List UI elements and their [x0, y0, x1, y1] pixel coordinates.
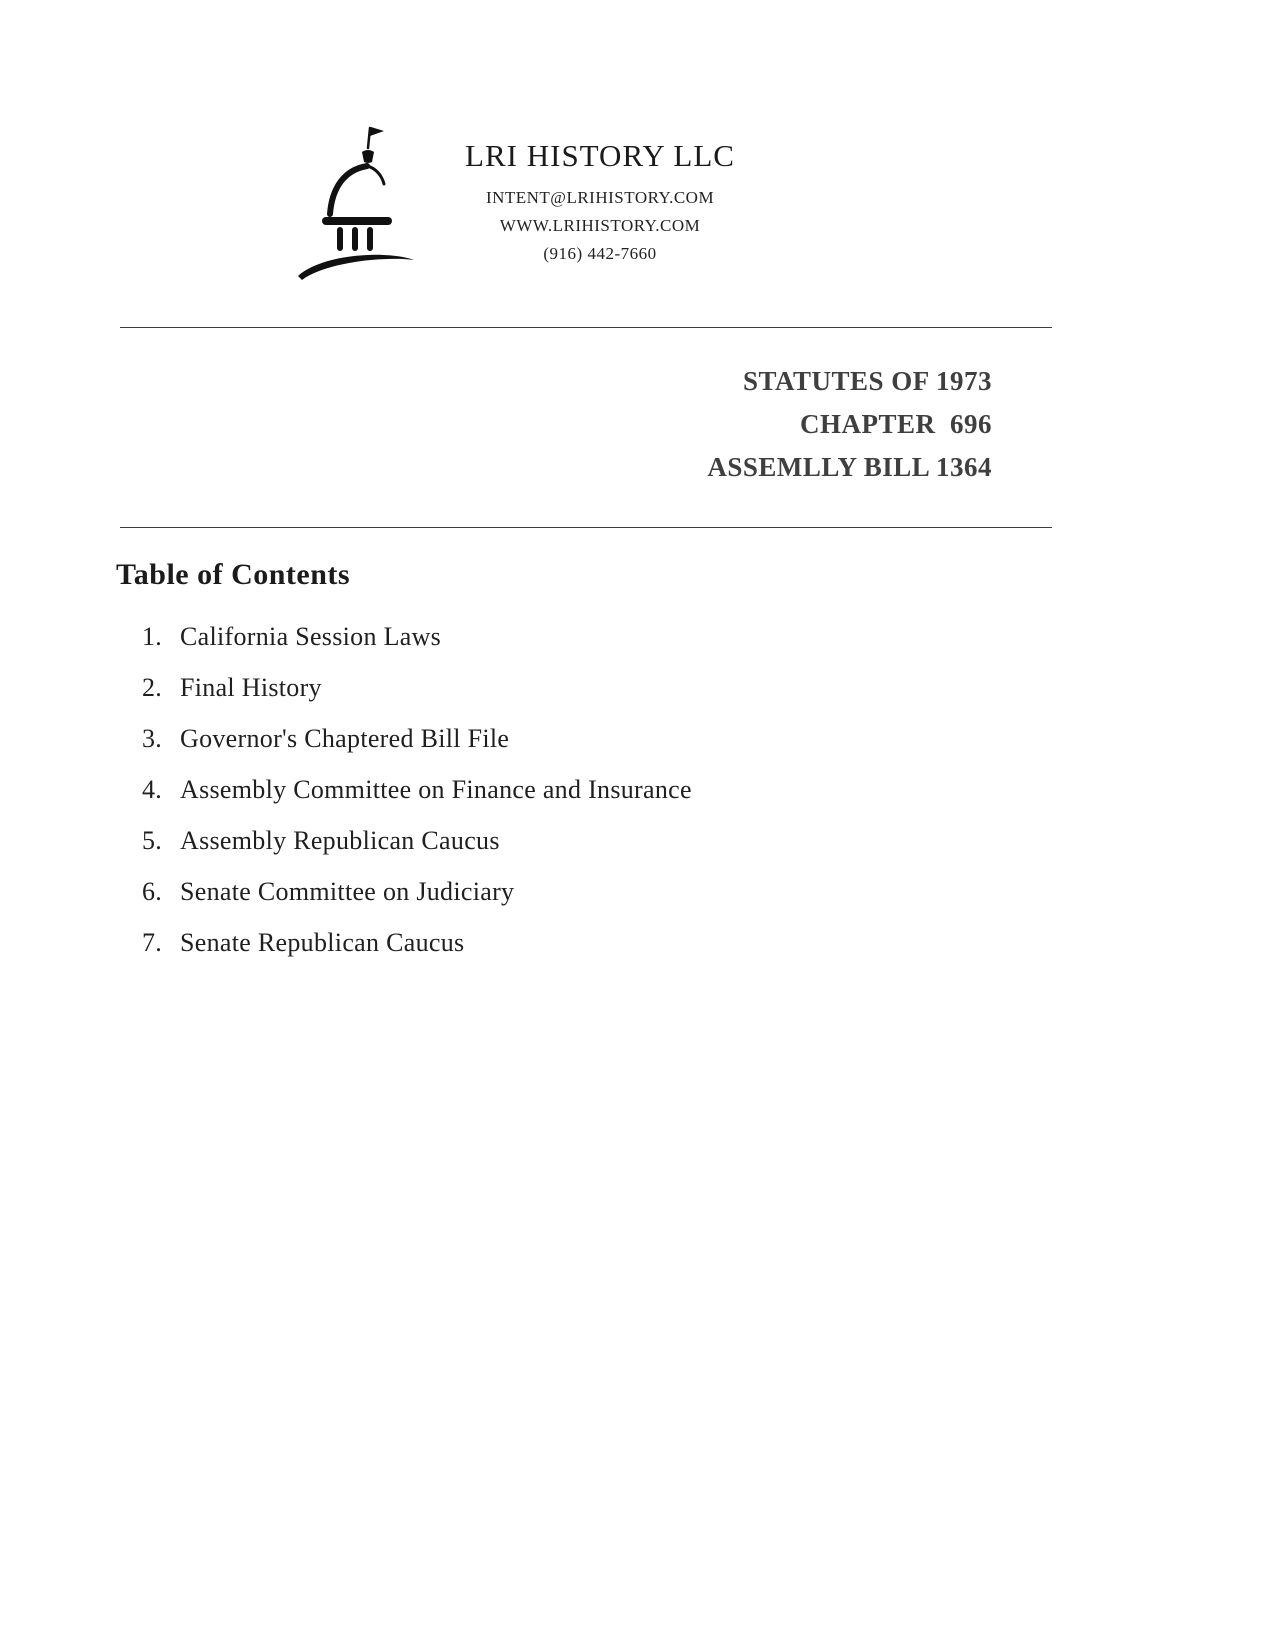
statutes-line-3: ASSEMLLY BILL 1364	[707, 452, 992, 482]
letterhead	[0, 118, 1276, 308]
company-email: INTENT@LRIHISTORY.COM	[485, 188, 715, 207]
toc-item-label: Governor's Chaptered Bill File	[180, 724, 510, 753]
toc-item	[142, 775, 1042, 805]
toc-heading: Table of Contents	[116, 558, 351, 591]
toc-item-number: 1.	[142, 622, 163, 651]
horizontal-rule-top	[120, 327, 1052, 328]
statutes-line-2: CHAPTER 696	[799, 409, 992, 439]
toc-item	[142, 724, 1042, 754]
toc-item-label: Senate Republican Caucus	[180, 928, 465, 957]
toc-item	[142, 877, 1042, 907]
company-name: LRI HISTORY LLC	[465, 138, 735, 173]
toc-item-label: Senate Committee on Judiciary	[180, 877, 515, 906]
toc-list	[142, 622, 1042, 979]
toc-item-number: 3.	[142, 724, 163, 753]
toc-item-label: California Session Laws	[180, 622, 442, 651]
company-phone: (916) 442-7660	[543, 244, 657, 263]
company-website: WWW.LRIHISTORY.COM	[499, 216, 701, 235]
toc-item-number: 7.	[142, 928, 163, 957]
toc-item-number: 2.	[142, 673, 163, 702]
toc-item-number: 5.	[142, 826, 163, 855]
letterhead-text	[450, 138, 750, 264]
toc-item	[142, 928, 1042, 958]
toc-item-label: Final History	[180, 673, 322, 702]
toc-item	[142, 673, 1042, 703]
toc-item-number: 6.	[142, 877, 163, 906]
toc-item	[142, 622, 1042, 652]
toc-item-label: Assembly Committee on Finance and Insurance	[180, 775, 692, 804]
capitol-dome-logo-icon	[292, 126, 442, 296]
statutes-line-1: STATUTES OF 1973	[742, 366, 992, 396]
toc-item	[142, 826, 1042, 856]
horizontal-rule-bottom	[120, 527, 1052, 528]
statutes-title-block	[120, 366, 992, 495]
toc-item-number: 4.	[142, 775, 163, 804]
toc-item-label: Assembly Republican Caucus	[180, 826, 500, 855]
